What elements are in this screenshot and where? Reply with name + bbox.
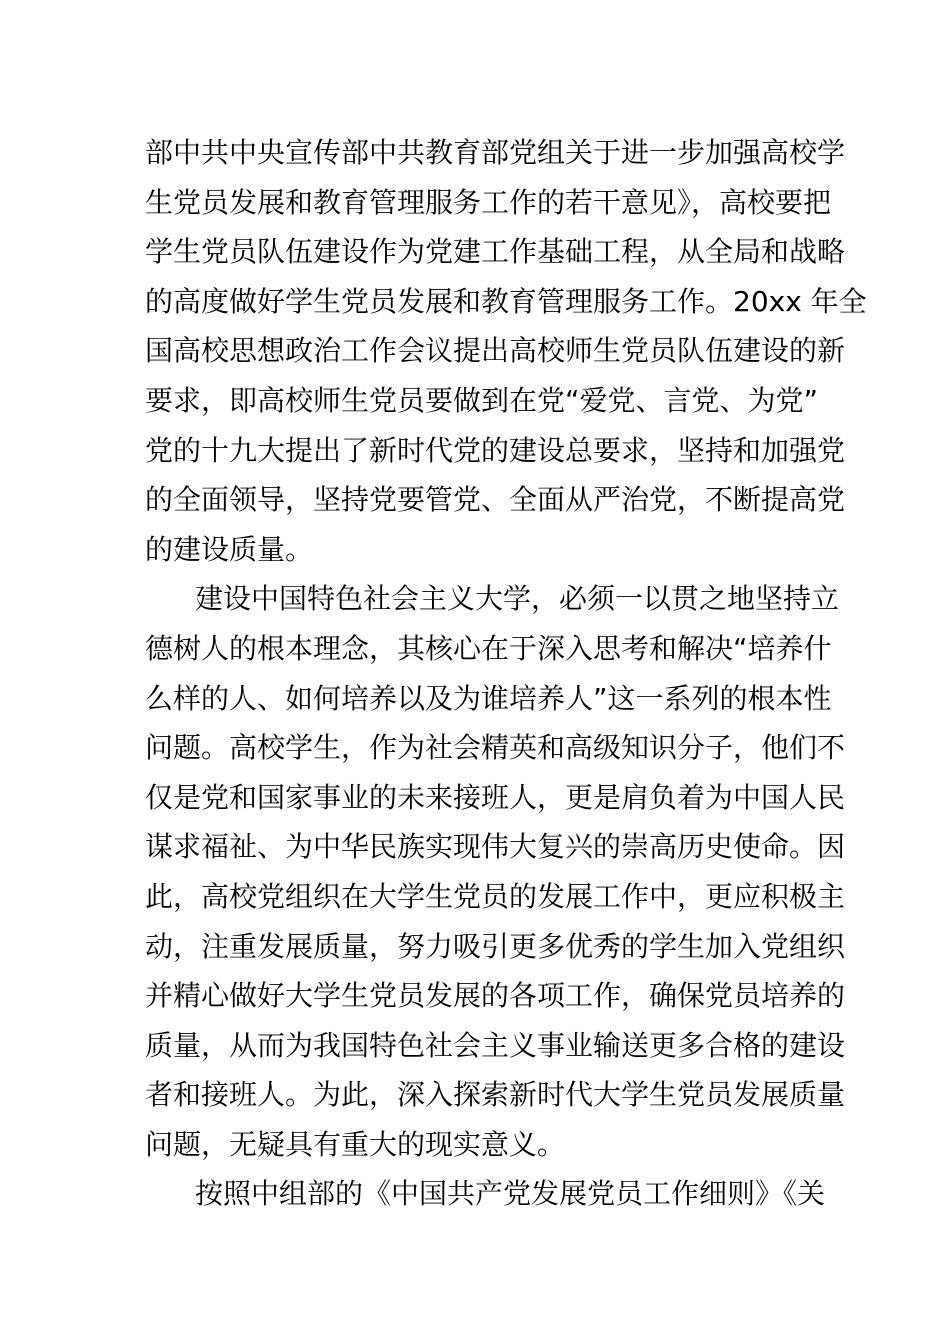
- text-line: 者和接班人。为此，深入探索新时代大学生党员发展质量: [145, 1078, 846, 1112]
- text-line: 学生党员队伍建设作为党建工作基础工程，从全局和战略: [145, 235, 846, 269]
- text-line: 质量，从而为我国特色社会主义事业输送更多合格的建设: [145, 1028, 846, 1062]
- body-text: [145, 128, 867, 1219]
- text-line: 此，高校党组织在大学生党员的发展工作中，更应积极主: [145, 879, 846, 913]
- text-line: 动，注重发展质量，努力吸引更多优秀的学生加入党组织: [145, 929, 846, 963]
- text-line: 问题。高校学生，作为社会精英和高级知识分子，他们不: [145, 731, 846, 765]
- text-line: 问题，无疑具有重大的现实意义。: [145, 1127, 566, 1161]
- text-line: 谋求福祉、为中华民族实现伟大复兴的崇高历史使命。因: [145, 830, 846, 864]
- paragraph-first-line: 按照中组部的《中国共产党发展党员工作细则》《关: [195, 1177, 826, 1211]
- text-line: 的建设质量。: [145, 532, 314, 566]
- text-line: 国高校思想政治工作会议提出高校师生党员队伍建设的新: [145, 334, 846, 368]
- text-line: 的全面领导，坚持党要管党、全面从严治党，不断提高党: [145, 483, 846, 517]
- text-line: 部中共中央宣传部中共教育部党组关于进一步加强高校学: [145, 136, 846, 169]
- text-line: 生党员发展和教育管理服务工作的若干意见》，高校要把: [145, 185, 832, 219]
- paragraph-first-line: 建设中国特色社会主义大学，必须一以贯之地坚持立: [195, 582, 840, 616]
- text-line: 并精心做好大学生党员发展的各项工作，确保党员培养的: [145, 979, 846, 1013]
- text-line: 党的十九大提出了新时代党的建设总要求，坚持和加强党: [145, 433, 846, 467]
- text-line: 的高度做好学生党员发展和教育管理服务工作。20xx 年全: [145, 284, 867, 318]
- text-line: 德树人的根本理念，其核心在于深入思考和解决“培养什: [145, 631, 832, 665]
- text-line: 么样的人、如何培养以及为谁培养人”这一系列的根本性: [145, 681, 832, 715]
- text-line: 仅是党和国家事业的未来接班人，更是肩负着为中国人民: [145, 780, 846, 814]
- text-line: 要求，即高校师生党员要做到在党“爱党、言党、为党”: [145, 383, 819, 417]
